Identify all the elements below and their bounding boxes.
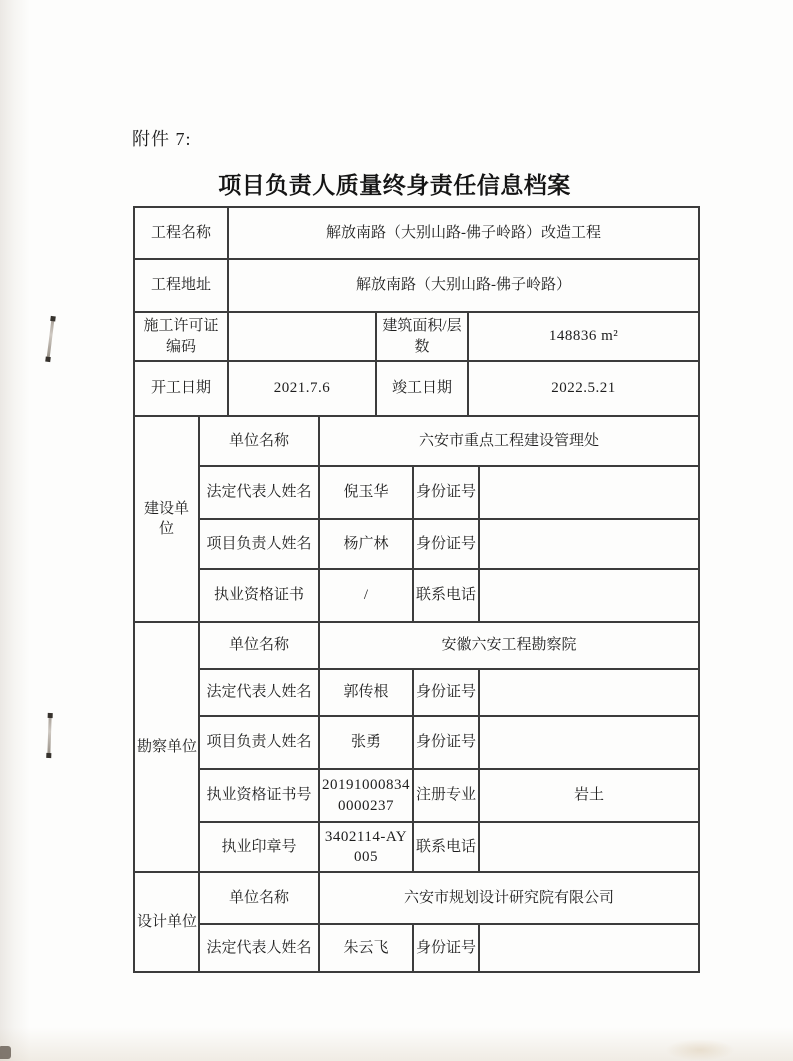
staple-mark-top	[46, 318, 54, 360]
scan-bottom-right-stain	[665, 1039, 735, 1061]
design-legal-rep-id-label: 身份证号	[413, 924, 479, 972]
row-survey-seal-number	[134, 822, 699, 872]
project-address-value: 解放南路（大别山路-佛子岭路）	[228, 259, 699, 312]
survey-project-leader-value: 张勇	[319, 716, 413, 769]
survey-unit-name-value: 安徽六安工程勘察院	[319, 622, 699, 669]
design-unit-section-label: 设计单位	[134, 872, 199, 972]
completion-date-label: 竣工日期	[376, 361, 468, 416]
page-title: 项目负责人质量终身责任信息档案	[218, 172, 571, 198]
row-survey-project-leader	[134, 716, 699, 769]
construction-project-leader-value: 杨广林	[319, 519, 413, 569]
project-address-label: 工程地址	[134, 259, 228, 312]
row-survey-legal-rep	[134, 669, 699, 716]
survey-certificate-number-value: 201910008340000237	[319, 769, 413, 822]
survey-project-leader-id-label: 身份证号	[413, 716, 479, 769]
survey-project-leader-id-value	[479, 716, 699, 769]
construction-permit-label: 施工许可证编码	[134, 312, 228, 361]
start-date-label: 开工日期	[134, 361, 228, 416]
survey-seal-number-value: 3402114-AY005	[319, 822, 413, 872]
survey-seal-number-label: 执业印章号	[199, 822, 319, 872]
scan-left-edge-shadow	[0, 0, 30, 1061]
design-legal-rep-label: 法定代表人姓名	[199, 924, 319, 972]
row-construction-certificate	[134, 569, 699, 622]
staple-mark-bottom	[47, 715, 51, 756]
row-construction-project-leader	[134, 519, 699, 569]
survey-unit-section-label: 勘察单位	[134, 622, 199, 872]
design-unit-name-label: 单位名称	[199, 872, 319, 924]
survey-project-leader-label: 项目负责人姓名	[199, 716, 319, 769]
survey-legal-rep-label: 法定代表人姓名	[199, 669, 319, 716]
construction-permit-value	[228, 312, 376, 361]
construction-phone-value	[479, 569, 699, 622]
construction-project-leader-id-label: 身份证号	[413, 519, 479, 569]
project-name-value: 解放南路（大别山路-佛子岭路）改造工程	[228, 207, 699, 259]
row-survey-unit-name	[134, 622, 699, 669]
building-area-label: 建筑面积/层数	[376, 312, 468, 361]
construction-legal-rep-id-value	[479, 466, 699, 519]
responsibility-archive-table	[133, 206, 700, 973]
row-dates	[134, 361, 699, 416]
row-permit-area	[134, 312, 699, 361]
design-legal-rep-value: 朱云飞	[319, 924, 413, 972]
start-date-value: 2021.7.6	[228, 361, 376, 416]
row-design-legal-rep	[134, 924, 699, 972]
row-construction-unit-name	[134, 416, 699, 466]
attachment-label: 附件 7:	[132, 129, 192, 149]
row-design-unit-name	[134, 872, 699, 924]
building-area-value: 148836 m²	[468, 312, 699, 361]
construction-certificate-value: /	[319, 569, 413, 622]
survey-legal-rep-id-value	[479, 669, 699, 716]
completion-date-value: 2022.5.21	[468, 361, 699, 416]
survey-unit-name-label: 单位名称	[199, 622, 319, 669]
survey-certificate-number-label: 执业资格证书号	[199, 769, 319, 822]
row-survey-certificate-number	[134, 769, 699, 822]
construction-unit-section-label: 建设单位	[134, 416, 199, 622]
construction-unit-name-label: 单位名称	[199, 416, 319, 466]
survey-legal-rep-value: 郭传根	[319, 669, 413, 716]
survey-phone-label: 联系电话	[413, 822, 479, 872]
row-project-name	[134, 207, 699, 259]
survey-phone-value	[479, 822, 699, 872]
construction-legal-rep-value: 倪玉华	[319, 466, 413, 519]
construction-phone-label: 联系电话	[413, 569, 479, 622]
survey-legal-rep-id-label: 身份证号	[413, 669, 479, 716]
construction-certificate-label: 执业资格证书	[199, 569, 319, 622]
construction-unit-name-value: 六安市重点工程建设管理处	[319, 416, 699, 466]
survey-registered-specialty-value: 岩土	[479, 769, 699, 822]
scan-corner-mark	[0, 1046, 11, 1059]
construction-legal-rep-id-label: 身份证号	[413, 466, 479, 519]
row-construction-legal-rep	[134, 466, 699, 519]
survey-registered-specialty-label: 注册专业	[413, 769, 479, 822]
project-name-label: 工程名称	[134, 207, 228, 259]
construction-legal-rep-label: 法定代表人姓名	[199, 466, 319, 519]
construction-project-leader-label: 项目负责人姓名	[199, 519, 319, 569]
design-unit-name-value: 六安市规划设计研究院有限公司	[319, 872, 699, 924]
construction-project-leader-id-value	[479, 519, 699, 569]
design-legal-rep-id-value	[479, 924, 699, 972]
row-project-address	[134, 259, 699, 312]
